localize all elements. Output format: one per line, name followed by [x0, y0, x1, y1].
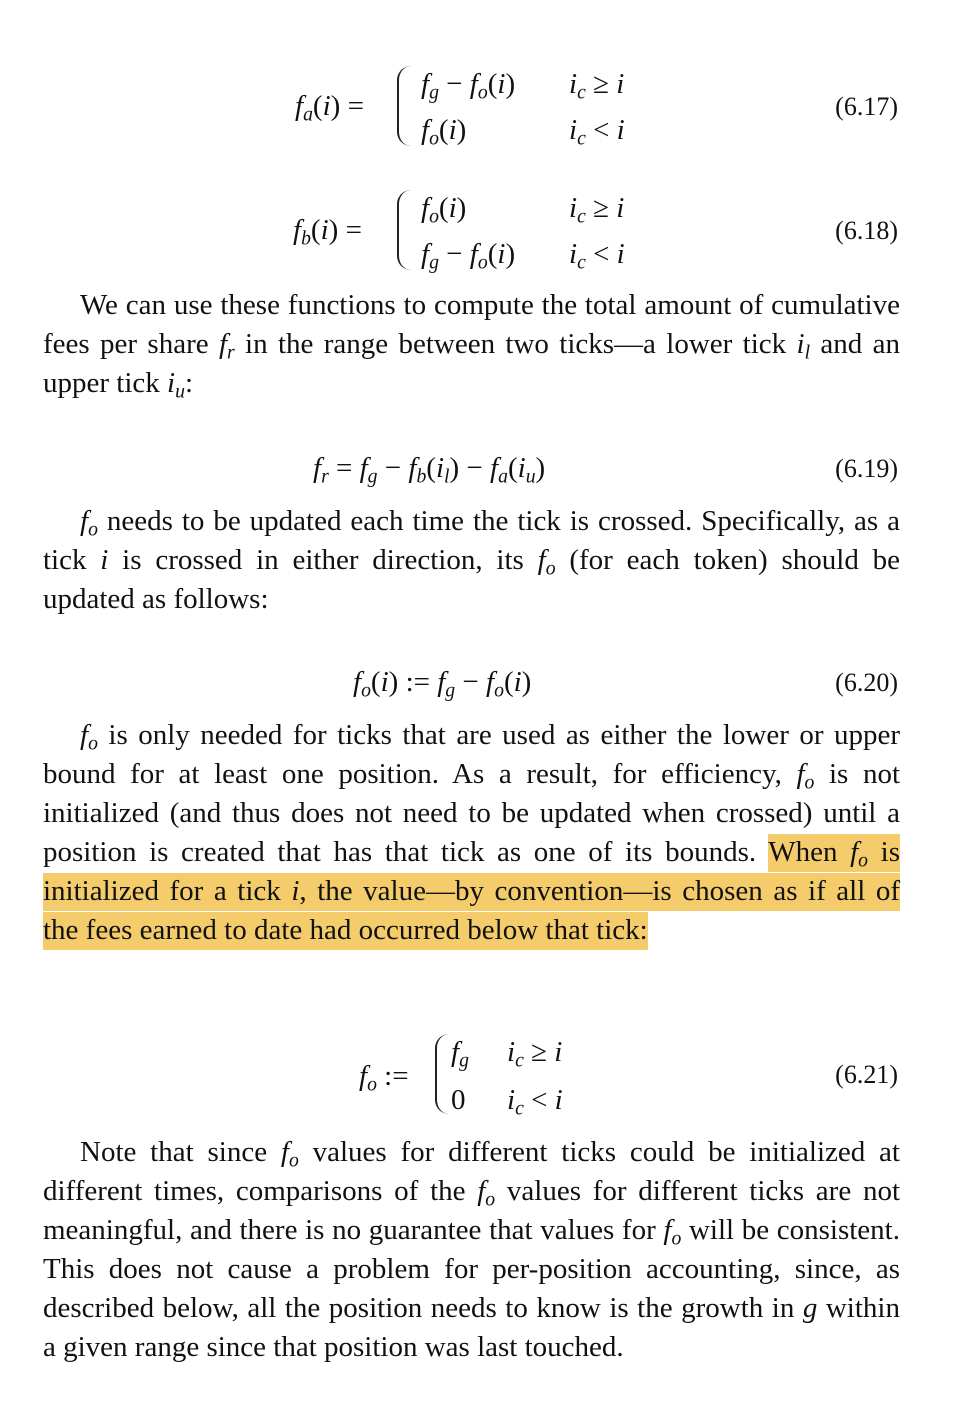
equation-6-18	[43, 186, 900, 276]
equation-number: (6.19)	[835, 454, 898, 483]
case1-expression: $f_g$	[451, 1036, 469, 1072]
equation-number: (6.21)	[835, 1060, 898, 1089]
case2-condition: $i_c < i$	[507, 1084, 563, 1120]
case2-expression: 0	[451, 1084, 466, 1116]
equation-6-20	[43, 666, 900, 706]
paragraph-4: Note that since $f_o$ values for different ticks could be initialized at different times, comparisons of the $f_o$ values for different ticks are not meaningful, and there is no guarantee that values for $f_o$ will be consistent. This does not cause a problem for per-position accounting, since, as described below, all the position needs to know is the growth in g within a given range since that position was last touched.	[43, 1136, 900, 1363]
equation-lhs: $f_a(i)$ =	[295, 90, 364, 126]
case1-condition: $i_c \ge i$	[569, 192, 625, 228]
case2-expression: $f_o(i)$	[421, 114, 467, 150]
case1-condition: $i_c \ge i$	[507, 1036, 563, 1072]
case1-expression: $f_g - f_o(i)$	[421, 68, 516, 104]
equation-number: (6.17)	[835, 92, 898, 121]
paragraph-3: $f_o$ is only needed for ticks that are used as either the lower or upper bound for at least one position. As a result, for efficiency, $f_o$ is not initialized (and thus does not need to be updated when crossed) until a position is created that has that tick as one of its bounds. When $f_o$ is initialized for a tick i, the value—by convention—is chosen as if all of the fees earned to date had occurred below that tick:	[43, 716, 900, 950]
case-brace	[397, 66, 417, 146]
equation-lhs: $f_o$ :=	[359, 1060, 409, 1096]
equation-expression: $f_o(i)$ := $f_g - f_o(i)$	[353, 666, 532, 702]
case1-expression: $f_o(i)$	[421, 192, 467, 228]
equation-number: (6.18)	[835, 216, 898, 245]
case2-condition: $i_c < i$	[569, 238, 625, 274]
case-brace	[397, 190, 417, 270]
equation-6-19	[43, 452, 900, 492]
equation-number: (6.20)	[835, 668, 898, 697]
case1-condition: $i_c \ge i$	[569, 68, 625, 104]
highlighted-text: When $f_o$ is initialized for a tick i, the value—by convention—is chosen as if all of the fees earned to date had occurred below that tick:	[43, 834, 900, 950]
paragraph-2: $f_o$ needs to be updated each time the tick is crossed. Specifically, as a tick i is crossed in either direction, its $f_o$ (for each token) should be updated as follows:	[43, 505, 900, 615]
equation-6-17	[43, 62, 900, 152]
case2-expression: $f_g - f_o(i)$	[421, 238, 516, 274]
equation-lhs: $f_b(i)$ =	[293, 214, 362, 250]
equation-expression: $f_r = f_g - f_b(i_l) - f_a(i_u)$	[313, 452, 546, 488]
paragraph-1: We can use these functions to compute the total amount of cumulative fees per share $f_r$ in the range between two ticks—a lower tick $i_l$ and an upper tick $i_u$:	[43, 289, 900, 403]
case2-condition: $i_c < i$	[569, 114, 625, 150]
equation-6-21	[43, 1030, 900, 1120]
